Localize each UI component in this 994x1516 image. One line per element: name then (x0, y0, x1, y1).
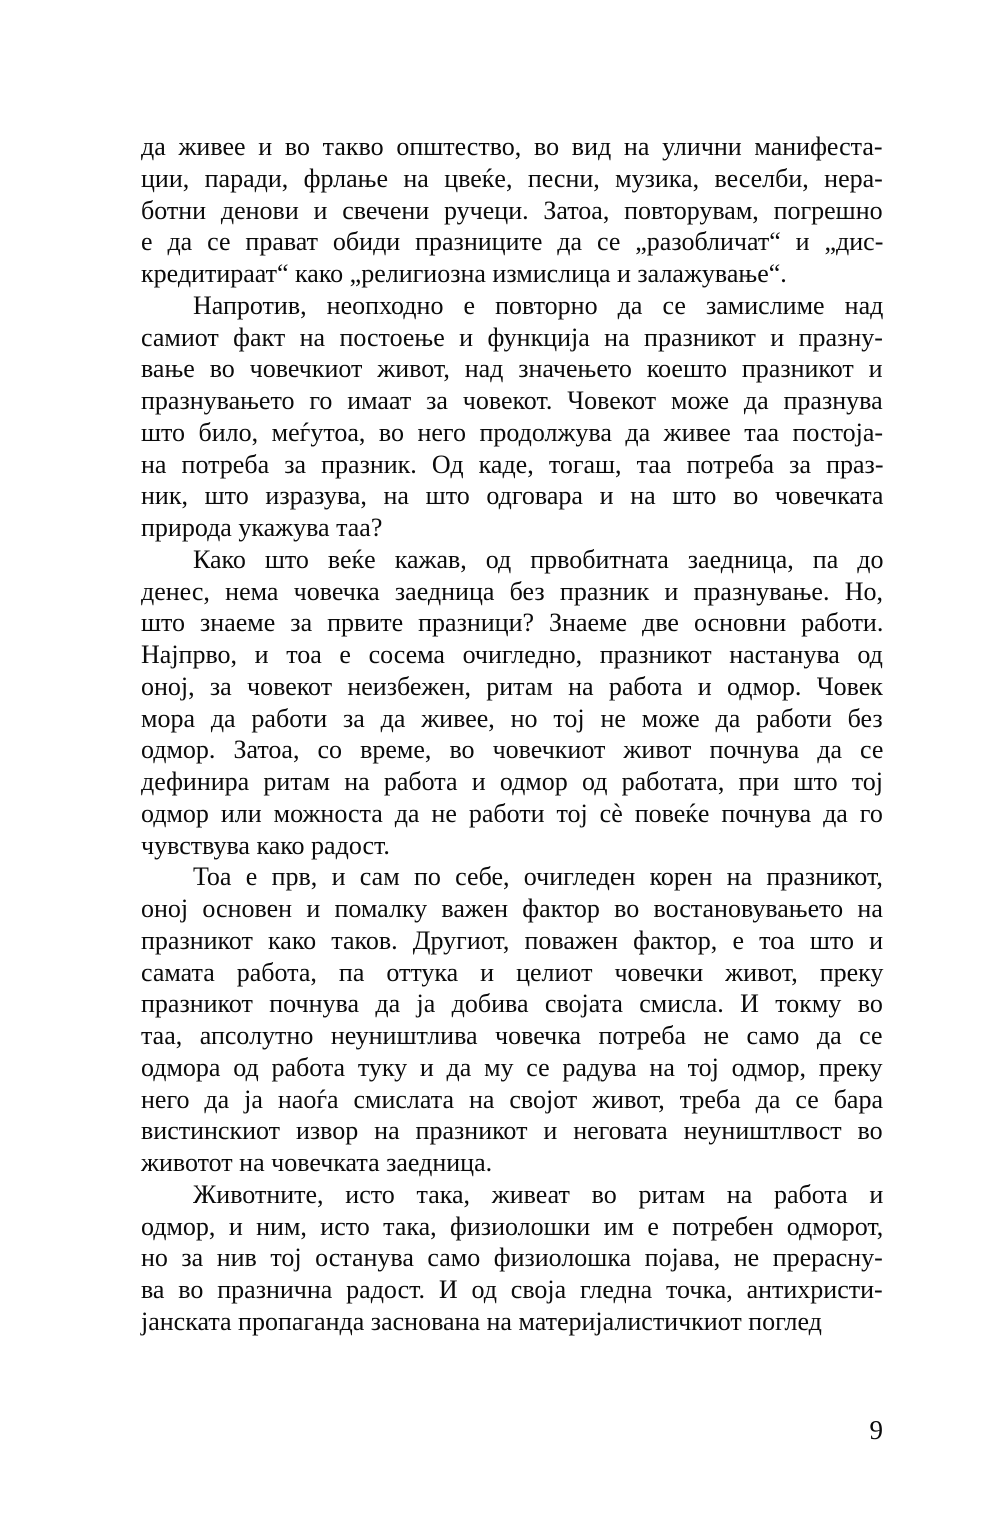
page-number: 9 (869, 1415, 883, 1445)
text-line: што било, меѓутоа, во него продолжува да живее таа постоја- (141, 417, 884, 447)
paragraph (141, 131, 883, 290)
text-line: вистинскиот извор на празникот и неговата неуништлвост во (141, 1116, 883, 1146)
text-block (141, 131, 883, 1338)
text-line: оној, за човекот неизбежен, ритам на работа и одмор. Човек (141, 671, 883, 701)
text-line: јанската пропаганда заснована на материјалистичкиот поглед (141, 1306, 822, 1336)
text-line: самата работа, па оттука и целиот човечки живот, преку (141, 957, 884, 987)
text-line: таа, апсолутно неуништлива човечка потреба не само да се (141, 1021, 883, 1050)
paragraph (141, 544, 883, 862)
text-line: ции, паради, фрлање на цвеќе, песни, музика, веселби, нера- (141, 163, 883, 193)
text-line: Како што веќе кажав, од првобитната заедница, па до (193, 544, 884, 574)
text-line: денес, нема човечка заедница без празник и празнување. Но, (141, 576, 883, 606)
text-line: што знаеме за првите празници? Знаеме две основни работи. (141, 608, 884, 638)
text-line: чувствува како радост. (141, 830, 390, 860)
text-line: е да се прават обиди празниците да се „разобличат“ и „дис- (141, 227, 884, 257)
text-line: празникот како таков. Другиот, поважен фактор, е тоа што и (141, 925, 884, 955)
text-line: одмор, и ним, исто така, физиолошки им е потребен одморот, (141, 1211, 884, 1241)
text-line: самиот факт на постоење и функција на празникот и празну- (141, 322, 883, 352)
text-line: Животните, исто така, живеат во ритам на работа и (193, 1179, 884, 1209)
text-line: кредитираат“ како „религиозна измислица и залажување“. (141, 259, 787, 288)
text-line: одмора од работа туку и да му се радува на тој одмор, преку (141, 1052, 883, 1082)
text-line: животот на човечката заедница. (141, 1148, 493, 1177)
paragraph (141, 1179, 883, 1338)
paragraph (141, 861, 883, 1179)
text-line: одмор. Затоа, со време, во човечкиот живот почнува да се (141, 735, 884, 765)
text-line: на потреба за празник. Од каде, тогаш, таа потреба за праз- (141, 449, 884, 479)
text-line: Напротив, неопходно е повторно да се замислиме над (193, 290, 884, 320)
text-line: празникот почнува да ја добива својата смисла. И токму во (141, 989, 883, 1019)
text-line: оној основен и помалку важен фактор во востановувањето на (141, 894, 883, 923)
text-line: дефинира ритам на работа и одмор од работата, при што тој (141, 767, 884, 796)
text-line: природа укажува таа? (141, 513, 383, 542)
text-line: но за нив тој останува само физиолошка појава, не прерасну- (141, 1243, 883, 1273)
text-line: Тоа е прв, и сам по себе, очигледен корен на празникот, (193, 862, 883, 892)
text-line: мора да работи за да живее, но тој не може да работи без (141, 703, 883, 733)
text-line: вање во човечкиот живот, над значењето коешто празникот и (141, 354, 883, 384)
text-line: ботни денови и свечени ручеци. Затоа, повторувам, погрешно (141, 195, 883, 225)
text-line: него да ја наоѓа смислата на својот живот, треба да се бара (141, 1084, 884, 1114)
paragraph (141, 290, 883, 544)
text-line: одмор или можноста да не работи тој сè повеќе почнува да го (141, 798, 883, 828)
text-line: ник, што изразува, на што одговара и на што во човечката (141, 481, 884, 511)
text-line: празнувањето го имаат за човекот. Човекот може да празнува (141, 386, 883, 415)
text-line: Најпрво, и тоа е сосема очигледно, празникот настанува од (141, 640, 883, 669)
text-line: ва во празнична радост. И од своја гледна точка, антихристи- (141, 1275, 883, 1304)
text-line: да живее и во такво општество, во вид на улични манифеста- (141, 132, 883, 161)
